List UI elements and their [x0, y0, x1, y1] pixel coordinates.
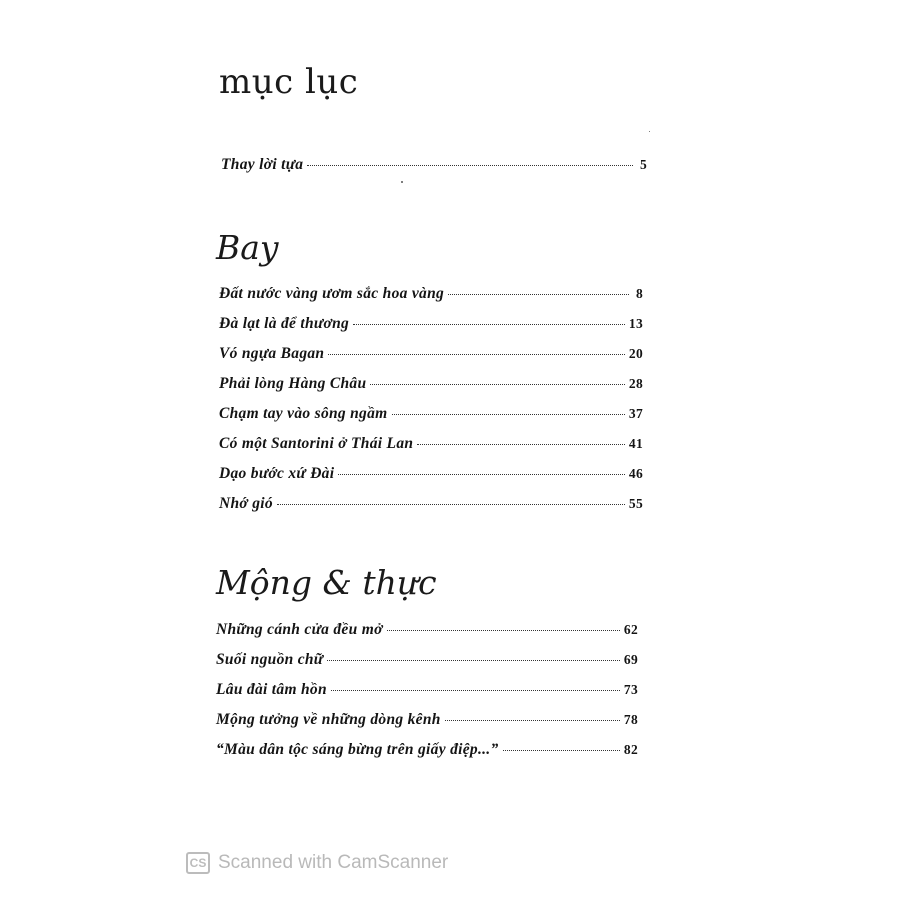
toc-entry-page: 37: [628, 406, 643, 421]
toc-entry-title: Nhớ gió: [219, 495, 273, 512]
camscanner-logo-icon: CS: [186, 852, 210, 874]
watermark-text: Scanned with CamScanner: [218, 852, 449, 873]
toc-entry-page: 20: [628, 346, 643, 361]
dot-leader: [331, 690, 620, 691]
toc-entry-title: Đà lạt là để thương: [219, 315, 350, 332]
toc-entry-page: 46: [628, 466, 643, 481]
dot-leader: [448, 294, 629, 295]
toc-entry-page: 8: [635, 286, 643, 301]
dot-leader: [387, 630, 620, 631]
toc-entry: [219, 405, 643, 427]
toc-entry-page: 13: [628, 316, 643, 331]
toc-entry-page: 5: [639, 157, 647, 172]
toc-entry-page: 69: [623, 652, 638, 667]
dot-leader: [338, 474, 625, 475]
toc-entry-page: 82: [623, 742, 638, 757]
toc-entry: [216, 621, 638, 643]
toc-entry: [216, 651, 638, 673]
toc-entry-intro: [221, 156, 647, 178]
toc-entry-title: Vó ngựa Bagan: [219, 345, 325, 362]
toc-entry: [216, 681, 638, 703]
toc-entry: [219, 435, 643, 457]
toc-entry-page: 55: [628, 496, 643, 511]
toc-entry: [219, 375, 643, 397]
page-title: mục lục: [219, 62, 359, 102]
dot-leader: [370, 384, 624, 385]
toc-entry-title: Chạm tay vào sông ngầm: [219, 405, 388, 422]
toc-entry-page: 62: [623, 622, 638, 637]
toc-entry-title: Đất nước vàng ươm sắc hoa vàng: [219, 285, 445, 302]
toc-entry-page: 78: [623, 712, 638, 727]
toc-entry: [216, 741, 638, 763]
dot-leader: [503, 750, 620, 751]
toc-entry-title: Thay lời tựa: [221, 156, 304, 173]
dot-leader: [307, 165, 633, 166]
toc-entry-title: Mộng tưởng về những dòng kênh: [216, 711, 441, 728]
toc-entry-page: 73: [623, 682, 638, 697]
scan-speck: [649, 131, 650, 132]
section-title-mong-thuc: Mộng & thực: [216, 563, 437, 602]
toc-entry-title: Có một Santorini ở Thái Lan: [219, 435, 414, 452]
scan-speck: [401, 181, 403, 183]
dot-leader: [417, 444, 625, 445]
toc-entry: [216, 711, 638, 733]
camscanner-watermark: [186, 852, 448, 874]
dot-leader: [327, 660, 619, 661]
dot-leader: [277, 504, 625, 505]
toc-entry: [219, 495, 643, 517]
toc-entry: [219, 315, 643, 337]
dot-leader: [328, 354, 625, 355]
toc-entry-page: 41: [628, 436, 643, 451]
dot-leader: [353, 324, 625, 325]
toc-entry: [219, 285, 643, 307]
dot-leader: [445, 720, 620, 721]
section-title-bay: Bay: [216, 228, 279, 267]
toc-entry-title: Lâu đài tâm hồn: [216, 681, 327, 698]
toc-entry-title: “Màu dân tộc sáng bừng trên giấy điệp...”: [216, 741, 499, 758]
toc-entry-title: Dạo bước xứ Đài: [219, 465, 335, 482]
toc-entry-page: 28: [628, 376, 643, 391]
toc-entry: [219, 465, 643, 487]
toc-entry-title: Suối nguồn chữ: [216, 651, 324, 668]
dot-leader: [392, 414, 625, 415]
toc-entry-title: Những cánh cửa đều mở: [216, 621, 383, 638]
toc-entry: [219, 345, 643, 367]
toc-entry-title: Phải lòng Hàng Châu: [219, 375, 367, 392]
